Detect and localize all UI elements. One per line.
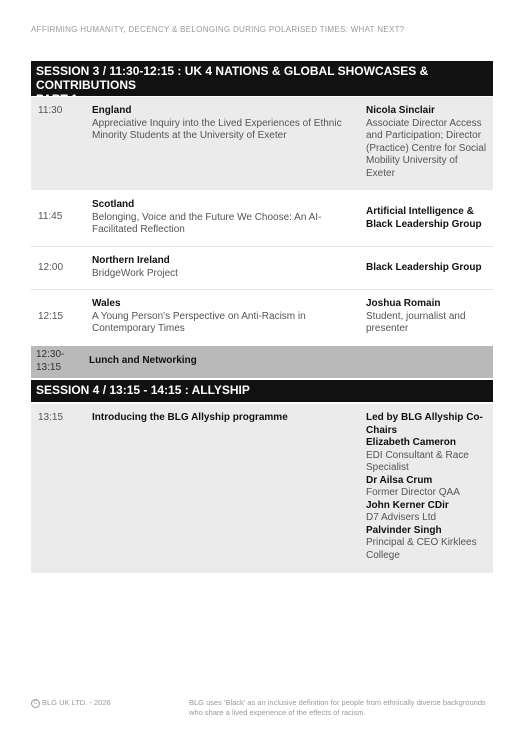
row-time: 11:45	[38, 211, 63, 222]
row-description: A Young Person's Perspective on Anti-Racism in Contemporary Times	[92, 310, 306, 334]
row-title: Scotland	[92, 199, 135, 210]
agenda-row-lunch	[31, 346, 493, 378]
speaker-role: Former Director QAA	[366, 487, 460, 498]
speaker-name: Elizabeth Cameron	[366, 437, 457, 448]
row-description: Belonging, Voice and the Future We Choose: An AI-Facilitated Reflection	[92, 211, 322, 235]
copyright-text: BLG UK LTD. - 2026	[42, 698, 111, 707]
row-time: 12:00	[38, 262, 64, 273]
speaker-name: Nicola Sinclair	[366, 105, 435, 116]
row-time: 12:15	[38, 311, 64, 322]
speaker-name: Artificial Intelligence & Black Leadership Group	[366, 206, 482, 230]
session-4-title: SESSION 4 / 13:15 - 14:15 : ALLYSHIP	[36, 383, 250, 397]
row-title: Lunch and Networking	[89, 355, 197, 366]
session-3-title: SESSION 3 / 11:30-12:15 : UK 4 NATIONS & GLOBAL SHOWCASES & CONTRIBUTIONS	[36, 64, 429, 92]
speaker-name: Joshua Romain	[366, 298, 441, 309]
row-title: Northern Ireland	[92, 255, 170, 266]
footer-note: BLG uses 'Black' as an inclusive definition for people from ethnically diverse backgrounds who share a lived experience of the effects of racism.	[189, 698, 486, 717]
speaker-name: Black Leadership Group	[366, 262, 482, 273]
speaker-name: John Kerner CDir	[366, 499, 449, 511]
document-header: AFFIRMING HUMANITY, DECENCY & BELONGING DURING POLARISED TIMES: WHAT NEXT?	[31, 25, 405, 34]
row-description: Appreciative Inquiry into the Lived Experiences of Ethnic Minority Students at the University of Exeter	[92, 117, 342, 141]
speaker-role: Student, journalist and presenter	[366, 310, 466, 334]
speaker-name: Dr Ailsa Crum	[366, 474, 433, 486]
row-time: 12:30-13:15	[36, 349, 65, 373]
lead-label: Led by BLG Allyship Co-Chairs	[366, 412, 483, 436]
speaker-role: D7 Advisers Ltd	[366, 512, 437, 523]
agenda-row-scotland	[31, 197, 493, 247]
speaker-role: Associate Director Access and Participation; Director (Practice) Centre for Social Mobility University of Exeter	[366, 117, 487, 179]
session-4-title-bar	[31, 380, 493, 402]
row-description: BridgeWork Project	[92, 267, 178, 279]
agenda-row-northern-ireland	[31, 248, 493, 290]
footer-copyright	[31, 698, 111, 708]
row-title: Introducing the BLG Allyship programme	[92, 412, 288, 423]
copyright-icon: C	[31, 699, 40, 708]
agenda-row-wales	[31, 291, 493, 345]
speaker-name: Palvinder Singh	[366, 524, 442, 536]
agenda-row-england	[31, 97, 493, 190]
agenda-row-allyship	[31, 404, 493, 573]
row-time: 11:30	[38, 105, 63, 116]
row-title: Wales	[92, 298, 121, 309]
row-title: England	[92, 105, 132, 116]
speaker-role: Principal & CEO Kirklees College	[366, 537, 477, 561]
session-3-title-bar	[31, 61, 493, 96]
row-time: 13:15	[38, 412, 64, 423]
speaker-role: EDI Consultant & Race Specialist	[366, 449, 469, 473]
